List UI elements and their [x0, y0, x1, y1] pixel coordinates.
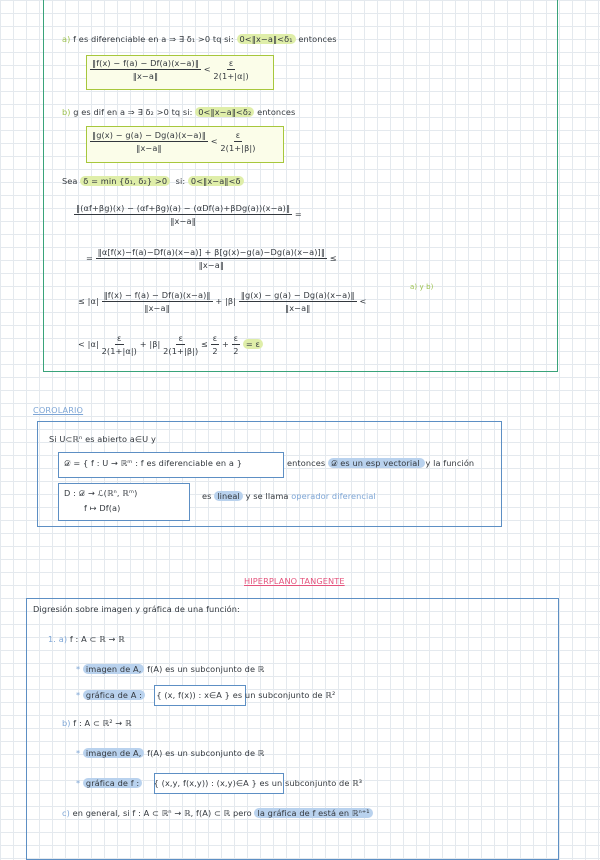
item-1b-label: b) [62, 718, 71, 728]
graf-b-line [76, 778, 362, 788]
line3-alpha: |α| [87, 296, 99, 306]
corolario-op-2: f ↦ Df(a) [84, 503, 121, 513]
derivation-line-3 [78, 290, 366, 313]
line3-plus: + [215, 296, 223, 306]
line2-eq: = [86, 253, 93, 263]
item-1a [48, 634, 125, 644]
line4-le: ≤ [201, 339, 208, 349]
corolario-lineal-line [202, 491, 376, 501]
corolario-entonces-line [287, 458, 474, 469]
line3-lt: < [359, 296, 367, 306]
line1-numerator: ‖(αf+βg)(x) − (αf+βg)(a) − (αDf(a)+βDg(a))(x−a)‖ [76, 203, 291, 213]
item-b-fraction [90, 130, 208, 153]
derivation-line-2 [86, 247, 337, 270]
line2-numerator: ‖α[f(x)−f(a)−Df(a)(x−a)] + β[g(x)−g(a)−Dg(a)(x−a)]‖ [97, 247, 326, 257]
item-a-text: f es diferenciable en a ⇒ ∃ δ₁ >0 tq si: [73, 34, 234, 44]
item-a [62, 34, 337, 44]
item-b [62, 107, 295, 117]
line4-plus: + [139, 339, 147, 349]
line4-alpha: |α| [87, 339, 99, 349]
line2-le: ≤ [329, 253, 337, 263]
item-a-bound-den: 2(1+|α|) [213, 71, 249, 81]
item-1c-text: en general, si f : A ⊂ ℝⁿ → ℝ, f(A) ⊂ ℝ pero [72, 808, 252, 818]
line4-plus2: + [221, 339, 229, 349]
item-b-then: entonces [257, 107, 296, 117]
item-a-lt: < [203, 64, 211, 74]
line3-g-numerator: ‖g(x) − g(a) − Dg(a)(x−a)‖ [240, 290, 355, 300]
derivation-line-4 [78, 333, 263, 356]
item-1c-highlight: la gráfica de f está en ℝⁿ⁺¹ [254, 808, 372, 818]
line4-e2 [163, 333, 198, 356]
line4-e2-den: 2(1+|β|) [163, 346, 199, 356]
item-a-then: entonces [298, 34, 337, 44]
line2-fraction [96, 247, 327, 270]
graf-b-rest: es un subconjunto de ℝ³ [259, 778, 363, 788]
line4-lt: < [78, 339, 85, 349]
line4-result: = ε [243, 339, 263, 349]
corolario-si: Si U⊂ℝⁿ es abierto a∈U y [49, 434, 156, 444]
derivation-line-1 [74, 203, 302, 226]
item-1a-label: 1. a) [48, 634, 68, 644]
item-b-label: b) [62, 107, 71, 117]
line4-e1-num: ε [117, 333, 122, 343]
item-1c [62, 808, 373, 818]
line4-e1-den: 2(1+|α|) [101, 346, 137, 356]
line4-h1-den: 2 [212, 346, 218, 356]
line1-fraction [74, 203, 292, 226]
corolario-d-symbol: 𝒟 [330, 458, 338, 468]
line4-h1-num: ε [212, 333, 218, 343]
line1-eq: = [294, 209, 302, 219]
corolario-set: 𝒟 = { f : U → ℝᵐ : f es diferenciable en a } [64, 458, 243, 468]
item-b-bound-num: ε [235, 130, 241, 140]
item-a-fraction [90, 58, 201, 81]
graf-b-bullet: * [76, 778, 81, 788]
line4-h1 [211, 333, 220, 356]
img-a-rest: f(A) es un subconjunto de ℝ [147, 664, 265, 674]
item-a-denominator: ‖x−a‖ [132, 71, 159, 81]
line3-f-fraction [102, 290, 213, 313]
img-a-highlight: imagen de A, [83, 664, 145, 674]
sea-line [62, 176, 244, 186]
item-1c-label: c) [62, 808, 70, 818]
corolario-op-name: operador diferencial [291, 491, 376, 501]
item-b-bound-den: 2(1+|β|) [220, 143, 256, 153]
img-b-line [76, 748, 264, 758]
line4-h2 [232, 333, 241, 356]
item-1b [62, 718, 132, 728]
corolario-entonces: entonces [287, 458, 326, 468]
item-b-numerator: ‖g(x) − g(a) − Dg(a)(x−a)‖ [92, 130, 206, 140]
img-a-line [76, 664, 264, 674]
sea-label: Sea [62, 176, 78, 186]
corolario-esp-vectorial [328, 458, 425, 468]
corolario-lineal: lineal [214, 491, 243, 501]
corolario-op-1: D : 𝒟 → ℒ(ℝⁿ, ℝᵐ) [64, 488, 138, 498]
item-b-result [90, 130, 256, 153]
item-b-text: g es dif en a ⇒ ∃ δ₂ >0 tq si: [73, 107, 193, 117]
graf-a-set: { (x, f(x)) : x∈A } [156, 690, 230, 700]
line3-g-denominator: ‖x−a‖ [285, 303, 311, 313]
img-b-bullet: * [76, 748, 81, 758]
line4-h2-den: 2 [233, 346, 239, 356]
sea-definition: δ = min {δ₁, δ₂} >0 [80, 176, 170, 186]
line4-e2-num: ε [178, 333, 183, 343]
item-a-numerator: ‖f(x) − f(a) − Df(a)(x−a)‖ [92, 58, 200, 68]
hiperplano-intro: Digresión sobre imagen y gráfica de una función: [33, 604, 240, 614]
line1-denominator: ‖x−a‖ [170, 216, 196, 226]
corolario-esp-text: es un esp vectorial [340, 458, 420, 468]
item-a-bound [213, 58, 248, 81]
line4-h2-num: ε [233, 333, 239, 343]
item-1b-map: f : A ⊂ ℝ² → ℝ [73, 718, 132, 728]
item-b-denominator: ‖x−a‖ [136, 143, 162, 153]
sea-condition: 0<‖x−a‖<δ [188, 176, 244, 186]
line4-beta: |β| [149, 339, 161, 349]
graf-a-rest: es un subconjunto de ℝ² [232, 690, 336, 700]
hiperplano-title: HIPERPLANO TANGENTE [244, 576, 345, 586]
item-a-label: a) [62, 34, 71, 44]
line4-e1 [102, 333, 137, 356]
graf-a-highlight: gráfica de A : [83, 690, 145, 700]
img-b-highlight: imagen de A, [83, 748, 145, 758]
item-b-condition: 0<‖x−a‖<δ₂ [195, 107, 254, 117]
graf-a-line [76, 690, 335, 700]
graf-a-bullet: * [76, 690, 81, 700]
corolario-se-llama: y se llama [245, 491, 289, 501]
sea-si: si: [175, 176, 186, 186]
corolario-y-la: y la función [425, 458, 475, 468]
line3-le: ≤ [78, 296, 85, 306]
corolario-title: COROLARIO [33, 405, 84, 415]
item-a-condition: 0<‖x−a‖<δ₁ [237, 34, 296, 44]
img-b-rest: f(A) es un subconjunto de ℝ [147, 748, 265, 758]
graf-b-highlight: gráfica de f : [83, 778, 142, 788]
graf-b-set: { (x,y, f(x,y)) : (x,y)∈A } [153, 778, 257, 788]
item-a-bound-num: ε [228, 58, 234, 68]
line3-beta: |β| [225, 296, 237, 306]
item-a-result [90, 58, 249, 81]
line3-note: a) y b) [410, 283, 434, 291]
line3-g-fraction [239, 290, 357, 313]
line3-f-denominator: ‖x−a‖ [144, 303, 170, 313]
item-1a-map: f : A ⊂ ℝ → ℝ [69, 634, 125, 644]
line2-denominator: ‖x−a‖ [198, 260, 225, 270]
item-b-bound [220, 130, 255, 153]
line3-f-numerator: ‖f(x) − f(a) − Df(a)(x−a)‖ [103, 290, 211, 300]
item-b-lt: < [210, 136, 218, 146]
img-a-bullet: * [76, 664, 81, 674]
corolario-es: es [202, 491, 212, 501]
